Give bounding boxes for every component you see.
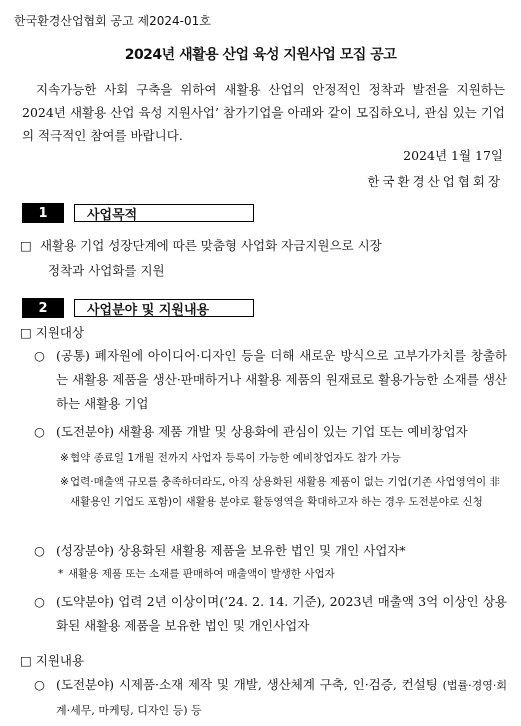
content-item-subtext: (법률·경영·회계·세무, 마케팅, 디자인 등) 등	[56, 679, 507, 717]
purpose-line-2: 정착과 사업화를 지원	[48, 263, 165, 278]
circle-bullet: ○	[34, 348, 45, 363]
square-bullet: □	[20, 238, 32, 253]
target-item-leap	[34, 590, 507, 638]
target-item-text: (공통) 폐자원에 아이디어·디자인 등을 더해 새로운 방식으로 고부가가치를 창출하는 새활용 제품을 생산·판매하거나 새활용 제품의 원재료로 활용가능한 소재를 생산하는 새활용 기업	[56, 348, 507, 411]
target-heading: □ 지원대상	[20, 325, 85, 340]
target-item-text: (도전분야) 새활용 제품 개발 및 상용화에 관심이 있는 기업 또는 예비창업자	[56, 424, 468, 439]
circle-bullet: ○	[34, 424, 45, 439]
note-mark: ※	[60, 476, 69, 488]
target-item-challenge	[34, 420, 507, 444]
content-item-challenge	[34, 673, 507, 723]
note-text: 협약 종료일 1개월 전까지 사업자 등록이 가능한 예비창업자도 참가 가능	[70, 452, 401, 464]
note-item	[60, 472, 507, 512]
section-2-title: 사업분야 및 지원내용	[74, 299, 254, 317]
target-item-common	[34, 344, 507, 416]
note-mark: ※	[60, 452, 69, 464]
organization-name: 한국환경산업협회장	[367, 174, 503, 189]
intro-paragraph	[22, 78, 505, 147]
content-heading: □ 지원내용	[20, 653, 85, 668]
section-2-header	[22, 298, 254, 318]
note-mark: *	[58, 568, 64, 580]
intro-text: 지속가능한 사회 구축을 위하여 새활용 산업의 안정적인 정착과 발전을 지원하는 2024년 새활용 산업 육성 지원사업’ 참가기업을 아래와 같이 모집하오니, 관심 있는 기업의 적극적인 참여를 바랍니다.	[22, 82, 505, 143]
target-item-text: (성장분야) 상용화된 새활용 제품을 보유한 법인 및 개인 사업자*	[56, 543, 406, 558]
purpose-line-1: 새활용 기업 성장단계에 따른 맞춤형 사업화 자금지원으로 시장	[39, 238, 382, 253]
section-1-header	[22, 203, 254, 223]
section-2-number: 2	[22, 298, 64, 318]
notice-date: 2024년 1월 17일	[403, 148, 503, 163]
circle-bullet: ○	[34, 543, 45, 558]
circle-bullet: ○	[34, 677, 45, 692]
section-1-number: 1	[22, 203, 64, 223]
note-text: 업력·매출액 규모를 충족하더라도, 아직 상용화된 새활용 제품이 없는 기업(기존 사업영역이 非새활용인 기업도 포함)이 새활용 분야로 활동영역을 확대하고자 하는 경우 도전분야로 신청	[70, 476, 500, 508]
note-item	[58, 564, 507, 584]
document-title: 2024년 새활용 산업 육성 지원사업 모집 공고	[124, 47, 397, 63]
section-1-purpose	[20, 233, 507, 283]
target-item-text: (도약분야) 업력 2년 이상이며(’24. 2. 14. 기준), 2023년 매출액 3억 이상인 상용화된 새활용 제품을 보유한 법인 및 개인사업자	[56, 594, 507, 633]
section-1-title: 사업목적	[74, 204, 254, 222]
note-item	[60, 448, 507, 468]
notice-number: 한국환경산업협회 공고 제2024-01호	[14, 14, 211, 28]
content-item-text: (도전분야) 시제품·소재 제작 및 개발, 생산체계 구축, 인·검증, 컨설팅	[56, 677, 438, 692]
note-text: 새활용 제품 또는 소재를 판매하여 매출액이 발생한 사업자	[68, 568, 335, 580]
circle-bullet: ○	[34, 594, 45, 609]
target-item-growth	[34, 539, 507, 563]
